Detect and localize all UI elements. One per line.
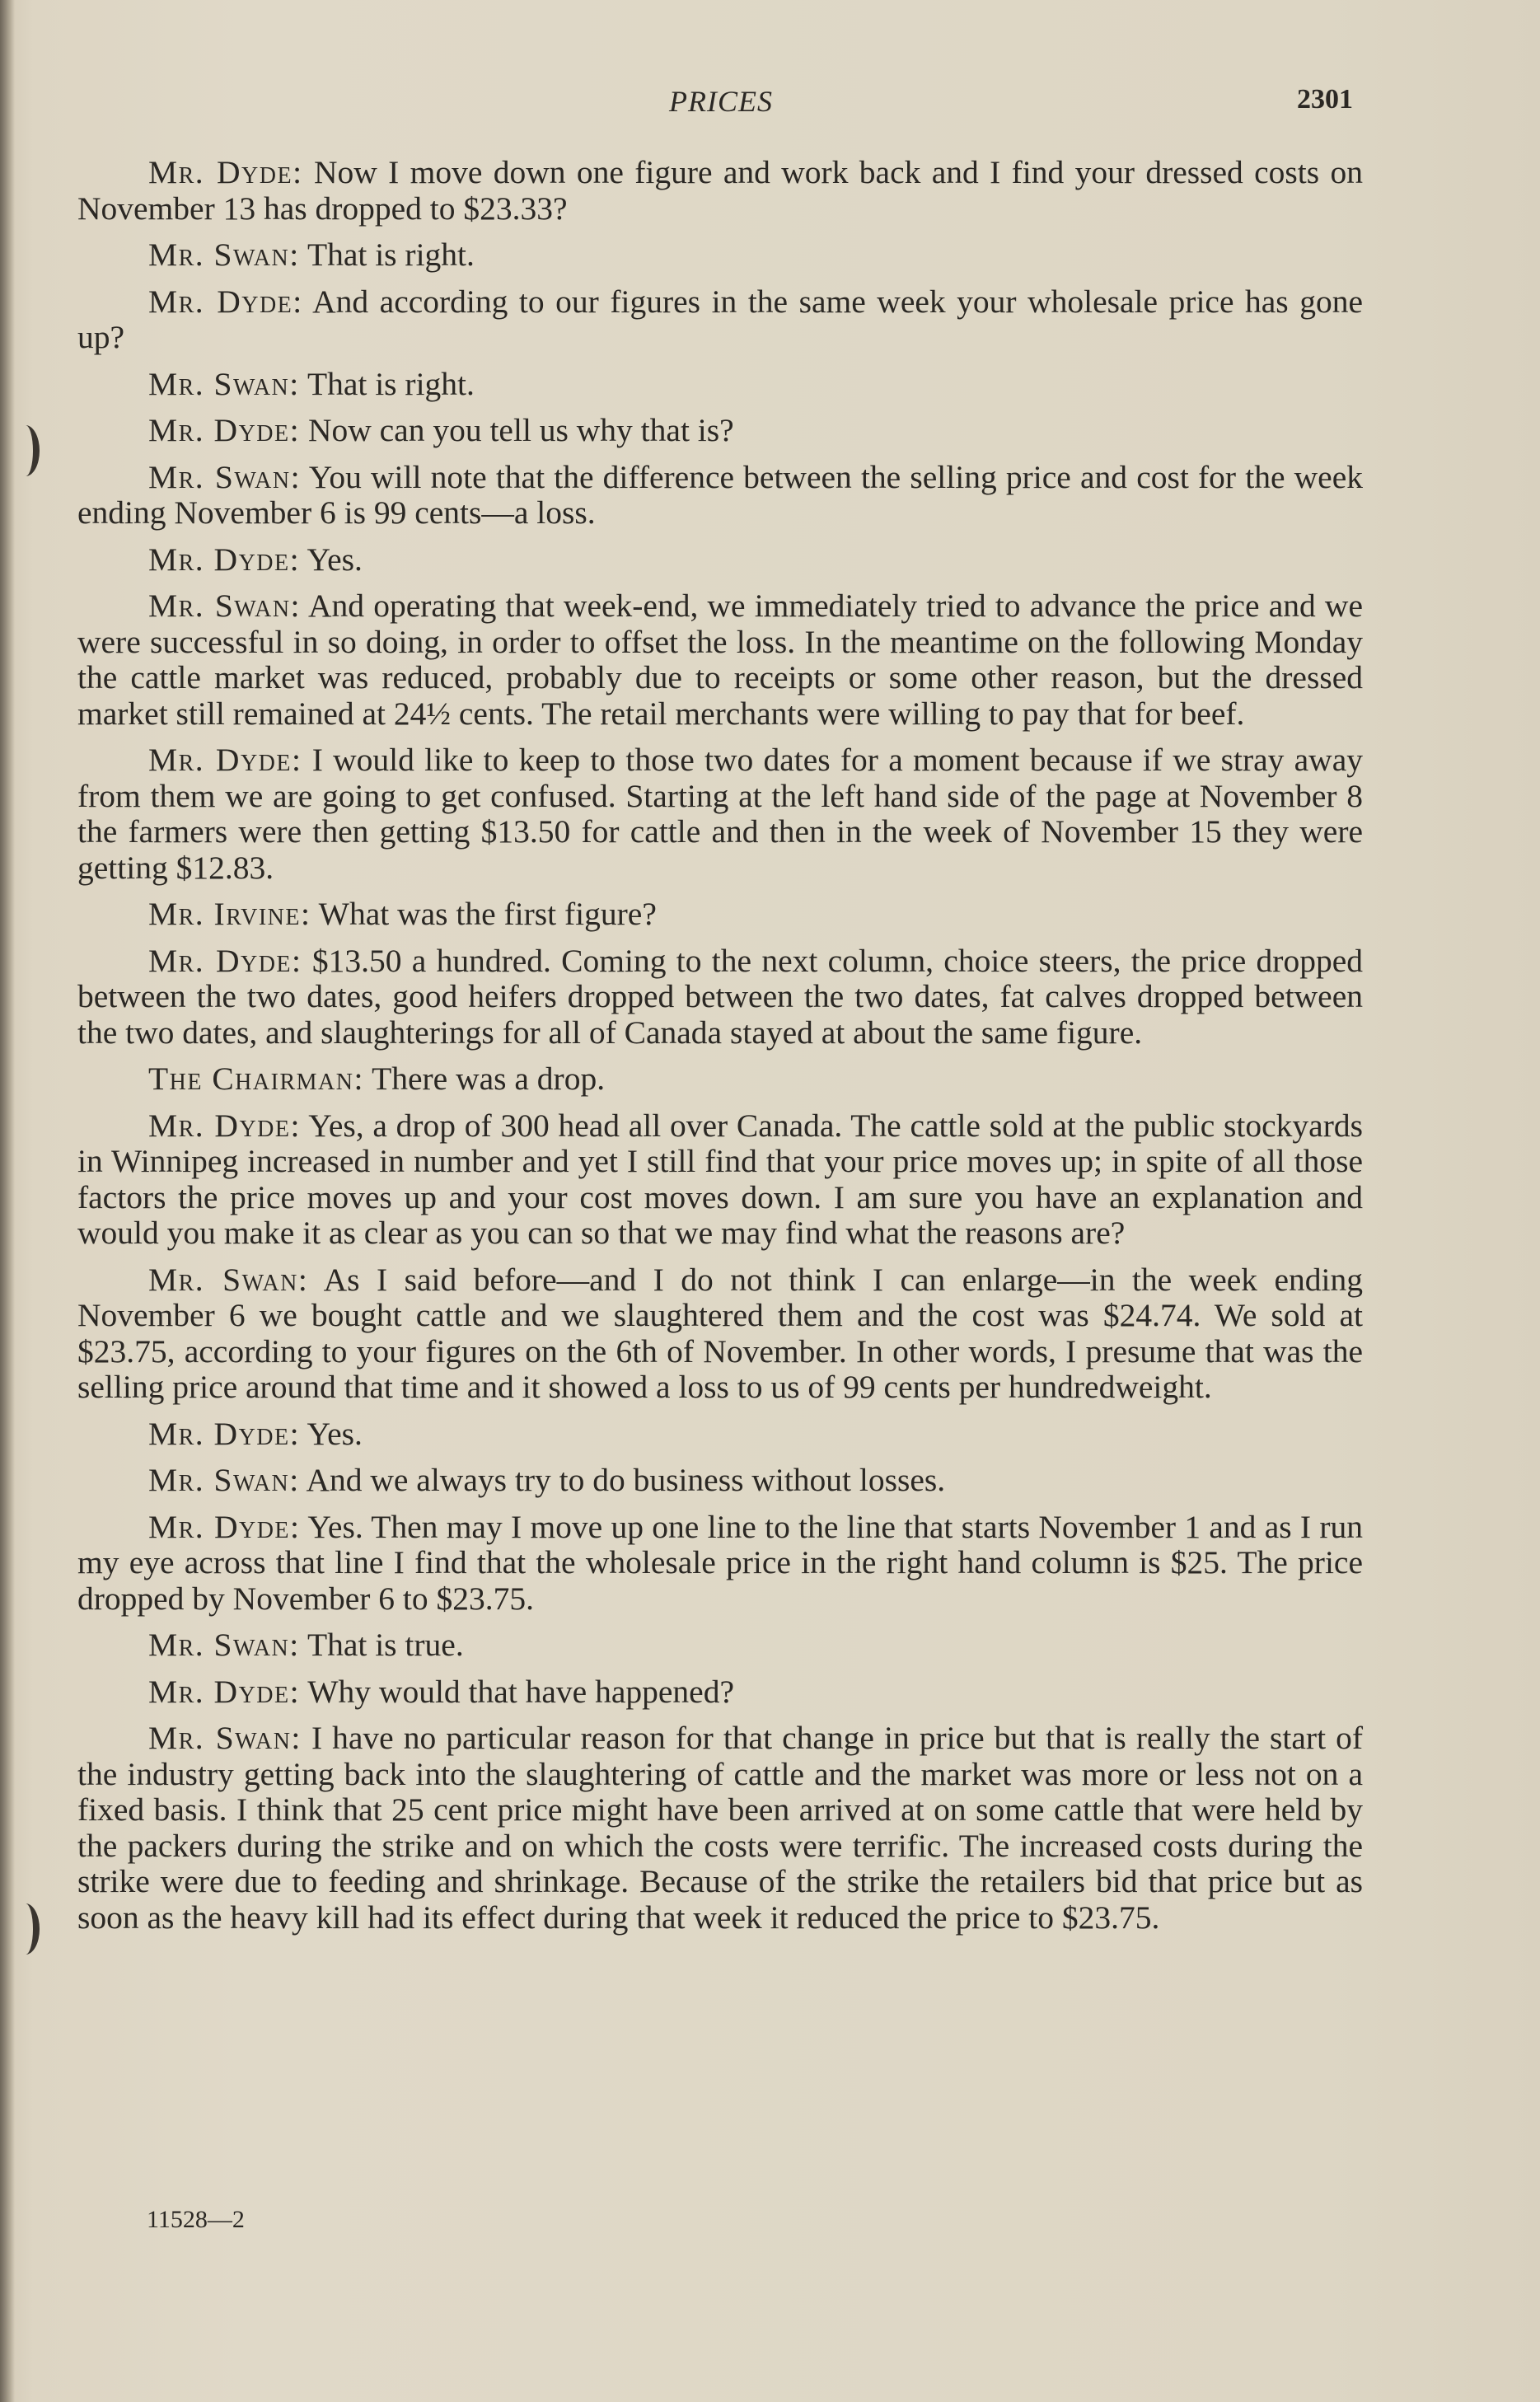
testimony-text: Why would that have happened? [307, 1673, 734, 1710]
testimony-paragraph [77, 742, 1363, 886]
printer-signature: 11528—2 [147, 2206, 245, 2233]
testimony-text: There was a drop. [372, 1061, 606, 1097]
testimony-paragraph [77, 237, 1363, 274]
page-number: 2301 [1297, 84, 1353, 115]
testimony-paragraph [77, 1108, 1363, 1252]
speaker-name: Mr. Swan: [148, 1261, 309, 1298]
testimony-paragraph [77, 943, 1363, 1051]
speaker-name: Mr. Dyde: [148, 1107, 301, 1144]
speaker-name: The Chairman: [148, 1061, 364, 1097]
speaker-name: Mr. Dyde: [148, 742, 302, 778]
testimony-paragraph [77, 1627, 1363, 1664]
testimony-text: $13.50 a hundred. Coming to the next column, choice steers, the price dropped between the two dates, good heifers dropped between the two dates, fat calves dropped between the two dates, and slaughterings for all of Canada stayed at about the same figure. [77, 942, 1363, 1051]
testimony-text: What was the first figure? [318, 896, 657, 932]
speaker-name: Mr. Dyde: [148, 541, 301, 578]
testimony-text: That is true. [307, 1627, 464, 1663]
testimony-paragraph [77, 460, 1363, 531]
speaker-name: Mr. Swan: [148, 588, 302, 624]
speaker-name: Mr. Swan: [148, 1627, 300, 1663]
speaker-name: Mr. Swan: [148, 365, 300, 402]
speaker-name: Mr. Swan: [148, 1462, 300, 1498]
testimony-paragraph [77, 542, 1363, 578]
testimony-text: As I said before—and I do not think I can enlarge—in the week ending November 6 we bought cattle and we slaughtered them and the cost was $24.74. We sold at $23.75, according to your figures on the 6th of November. In other words, I presume that was the selling price around that time and it showed a loss to us of 99 cents per hundredweight. [77, 1261, 1363, 1405]
testimony-text: Yes. [307, 1415, 363, 1452]
testimony-text: And we always try to do business without losses. [306, 1462, 946, 1498]
testimony-paragraph [77, 1721, 1363, 1936]
testimony-paragraph [77, 413, 1363, 449]
testimony-paragraph [77, 1416, 1363, 1453]
testimony-paragraph [77, 1463, 1363, 1499]
testimony-paragraph [77, 1262, 1363, 1406]
testimony-paragraph [77, 155, 1363, 227]
speaker-name: Mr. Dyde: [148, 1415, 301, 1452]
testimony-text: And according to our figures in the same week your wholesale price has gone up? [77, 283, 1363, 355]
binding-hole [12, 1903, 40, 1955]
speaker-name: Mr. Dyde: [148, 942, 302, 979]
speaker-name: Mr. Dyde: [148, 283, 303, 320]
speaker-name: Mr. Dyde: [148, 1673, 301, 1710]
speaker-name: Mr. Swan: [148, 1720, 302, 1756]
binding-hole [12, 425, 40, 476]
testimony-paragraph [77, 897, 1363, 933]
transcript-body [77, 155, 1363, 1946]
speaker-name: Mr. Irvine: [148, 896, 311, 932]
testimony-paragraph [77, 1061, 1363, 1098]
testimony-paragraph [77, 1674, 1363, 1711]
running-title: PRICES [669, 85, 773, 118]
testimony-text: You will note that the difference between the selling price and cost for the week ending November 6 is 99 cents—a loss. [77, 458, 1363, 531]
testimony-paragraph [77, 1510, 1363, 1618]
speaker-name: Mr. Swan: [148, 236, 300, 273]
testimony-text: Yes, a drop of 300 head all over Canada. The cattle sold at the public stockyards in Winnipeg increased in number and yet I still find that your price moves up; in spite of all those factors the price moves up and your cost moves down. I am sure you have an explanation and would you make it as clear as you can so that we may find what the reasons are? [77, 1107, 1363, 1251]
speaker-name: Mr. Dyde: [148, 1508, 301, 1545]
running-head [0, 84, 1540, 117]
speaker-name: Mr. Dyde: [148, 412, 301, 448]
testimony-text: That is right. [307, 236, 475, 273]
speaker-name: Mr. Dyde: [148, 154, 303, 190]
testimony-text: I have no particular reason for that change in price but that is really the start of the industry getting back into the slaughtering of cattle and the market was more or less not on a fixed basis. I think that 25 cent price might have been arrived at on some cattle that were held by the packers during the strike and on which the costs were terrific. The increased costs during the strike were due to feeding and shrinkage. Because of the strike the retailers bid that price but as soon as the heavy kill had its effect during that week it reduced the price to $23.75. [77, 1720, 1363, 1936]
testimony-text: And operating that week-end, we immediately tried to advance the price and we were successful in so doing, in order to offset the loss. In the meantime on the following Monday the cattle market was reduced, probably due to receipts or some other reason, but the dressed market still remained at 24½ cents. The retail merchants were willing to pay that for beef. [77, 588, 1363, 732]
testimony-text: That is right. [307, 365, 475, 402]
binding-edge [0, 0, 15, 2402]
testimony-text: Now I move down one figure and work back and I find your dressed costs on November 13 has dropped to $23.33? [77, 154, 1364, 227]
speaker-name: Mr. Swan: [148, 458, 302, 495]
testimony-text: I would like to keep to those two dates for a moment because if we stray away from them we are going to get confused. Starting at the left hand side of the page at November 8 the farmers were then getting $13.50 for cattle and then in the week of November 15 they were getting $12.83. [77, 742, 1363, 886]
testimony-text: Yes. [307, 541, 363, 578]
testimony-paragraph [77, 367, 1363, 403]
testimony-text: Now can you tell us why that is? [307, 412, 734, 448]
testimony-paragraph [77, 588, 1363, 732]
testimony-text: Yes. Then may I move up one line to the line that starts November 1 and as I run my eye across that line I find that the wholesale price in the right hand column is $25. The price dropped by November 6 to $23.75. [77, 1508, 1363, 1617]
testimony-paragraph [77, 284, 1363, 356]
